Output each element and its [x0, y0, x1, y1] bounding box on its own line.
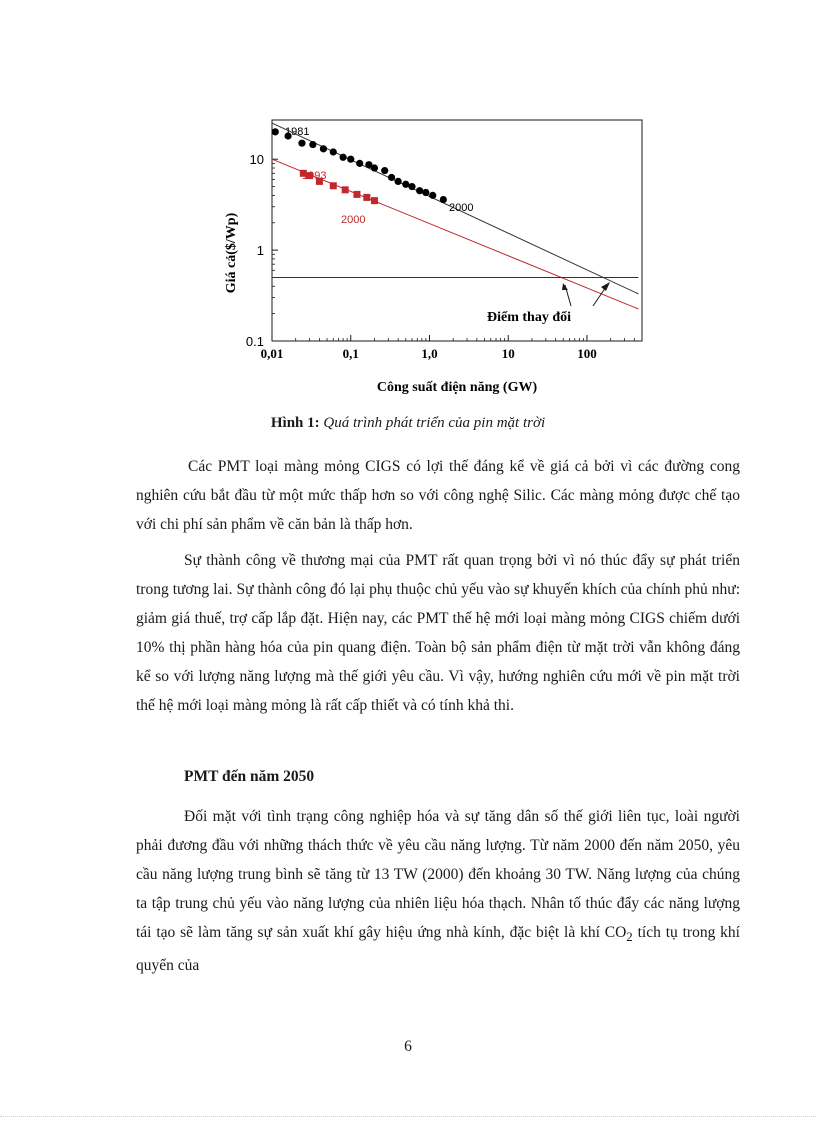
data-point [356, 160, 363, 167]
x-axis-ticks [261, 335, 642, 361]
footer-rule [0, 1116, 816, 1117]
y-axis-label: Giá cả($/Wp) [224, 212, 239, 294]
label-1993: 1993 [302, 170, 327, 182]
data-point [402, 181, 409, 188]
data-point [309, 141, 316, 148]
trend-lines [272, 123, 638, 309]
data-point [371, 164, 378, 171]
section-heading: PMT đến năm 2050 [184, 768, 315, 785]
x-tick-label: 0,01 [260, 346, 284, 361]
y-tick-label: 10 [249, 152, 264, 168]
plot-frame [272, 120, 642, 341]
x-tick-label: 100 [577, 346, 597, 361]
data-point [381, 167, 388, 174]
data-point [342, 186, 349, 193]
data-point [388, 174, 395, 181]
y-axis-ticks [246, 132, 278, 349]
paragraph-1: Các PMT loại màng mỏng CIGS có lợi thế đáng kể về giá cả bởi vì các đường cong nghiên cứu bắt đầu từ một mức thấp hơn so với công nghệ Silic. Các màng mỏng được chế tạo với chi phí sản phẩm về căn bản là thấp hơn. [136, 458, 740, 533]
paragraph-3-tail: tích tụ trong khí quyển của [136, 924, 740, 975]
paragraph-3-text: Đối mặt với tình trạng công nghiệp hóa và sự tăng dân số thế giới liên tục, loài người phải đương đầu với những thách thức về yêu cầu năng lượng. Từ năm 2000 đến năm 2050, yêu cầu năng lượng trung bình sẽ tăng từ 13 TW (2000) đến khoảng 30 TW. Năng lượng của chúng ta tập trung chủ yếu vào năng lượng của nhiên liệu hóa thạch. Nhân tố thúc đẩy các năng lượng tái tạo sẽ làm tăng sự sản xuất khí gây hiệu ứng nhà kính, đặc biệt là khí CO [136, 808, 740, 941]
data-point [429, 192, 436, 199]
paragraph-3 [136, 802, 740, 980]
data-point [416, 187, 423, 194]
trend-line [272, 159, 638, 309]
data-point [330, 148, 337, 155]
co2-subscript: 2 [626, 929, 633, 945]
data-point [330, 182, 337, 189]
paragraph-2: Sự thành công về thương mại của PMT rất quan trọng bởi vì nó thúc đẩy sự phát triển trong tương lai. Sự thành công đó lại phụ thuộc chủ yếu vào sự khuyến khích của chính phủ như: giảm giá thuế, trợ cấp lắp đặt. Hiện nay, các PMT thế hệ mới loại màng mỏng CIGS chiếm dưới 10% thị phần hàng hóa của pin quang điện. Toàn bộ sản phẩm điện từ mặt trời vẫn không đáng kể so với lượng năng lượng mà thế giới yêu cầu. Vì vậy, hướng nghiên cứu mới về pin mặt trời thế hệ mới loại màng mỏng là rất cấp thiết và có tính khả thi. [136, 552, 740, 714]
data-point [440, 196, 447, 203]
data-point [340, 154, 347, 161]
data-point [272, 128, 279, 135]
price-learning-curve-chart [215, 112, 655, 402]
caption-text: Quá trình phát triển của pin mặt trời [323, 415, 546, 431]
caption-label: Hình 1: [270, 415, 320, 431]
label-1981: 1981 [285, 126, 310, 138]
x-tick-label: 0,1 [342, 346, 359, 361]
y-tick-label: 0.1 [245, 334, 264, 349]
x-tick-label: 10 [501, 346, 515, 361]
data-point [347, 156, 354, 163]
series-points [272, 128, 447, 204]
data-point [395, 178, 402, 185]
data-point [363, 194, 370, 201]
x-axis-label: Công suất điện năng (GW) [376, 380, 538, 395]
page-number: 6 [404, 1038, 412, 1055]
label-2000-thin-film: 2000 [341, 214, 366, 226]
y-tick-label: 1 [256, 243, 264, 259]
change-point-label: Điểm thay đổi [487, 310, 571, 325]
data-point [353, 191, 360, 198]
figure-caption [0, 414, 816, 432]
data-point [298, 140, 305, 147]
data-point [320, 145, 327, 152]
data-point [371, 197, 378, 204]
data-point [408, 183, 415, 190]
label-2000-silicon: 2000 [449, 202, 474, 214]
data-point [422, 189, 429, 196]
x-tick-label: 1,0 [421, 346, 438, 361]
